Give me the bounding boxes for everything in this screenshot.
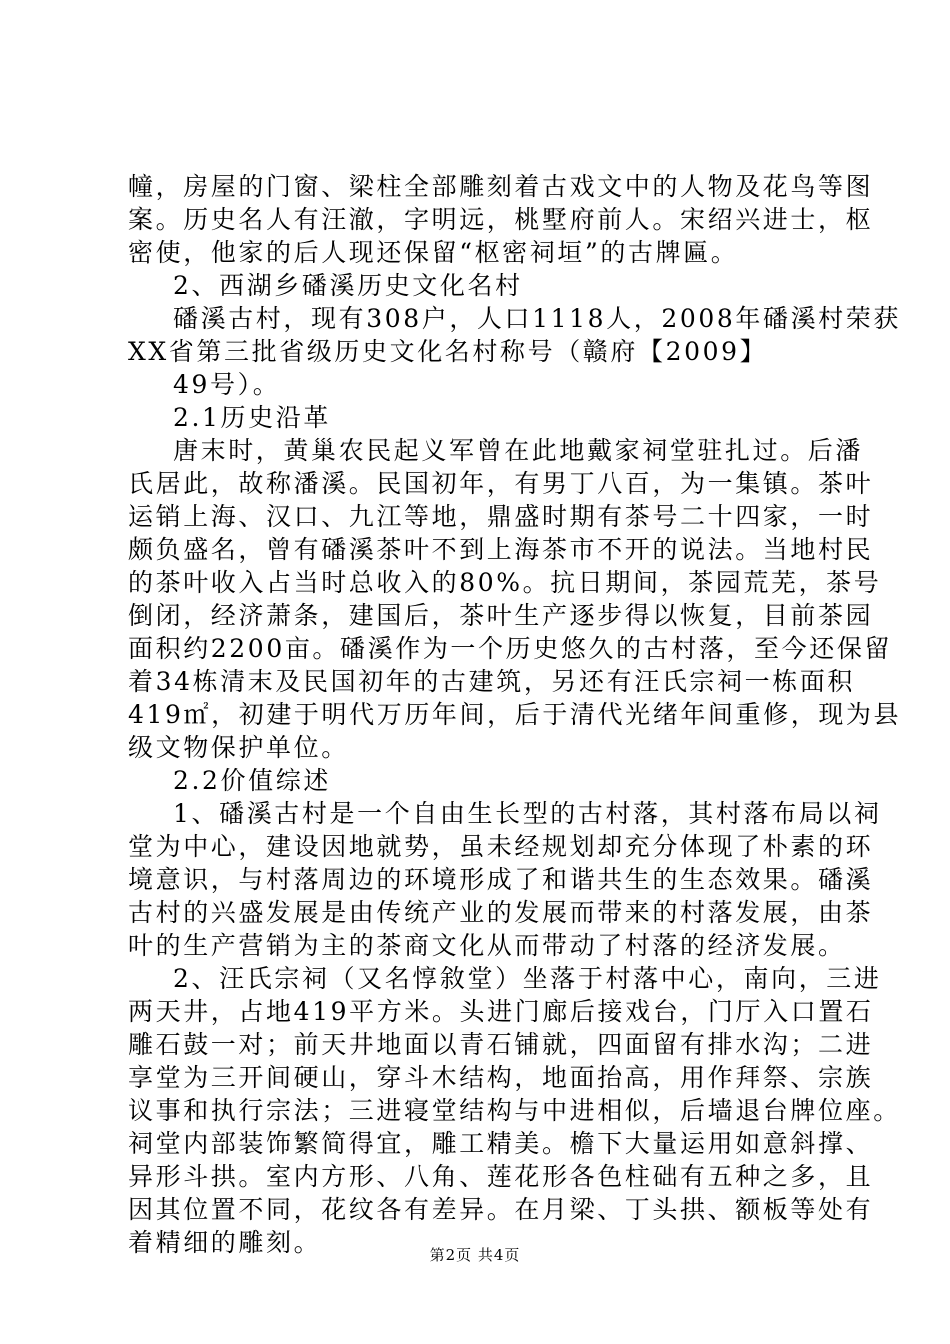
text-line: 幢，房屋的门窗、梁柱全部雕刻着古戏文中的人物及花鸟等图 bbox=[128, 172, 874, 201]
text-line: 堂为中心，建设因地就势，虽未经规划却充分体现了朴素的环 bbox=[128, 832, 874, 861]
text-line: 颇负盛名，曾有磻溪茶叶不到上海茶市不开的说法。当地村民 bbox=[128, 535, 874, 564]
text-line: 议事和执行宗法；三进寝堂结构与中进相似，后墙退台牌位座。 bbox=[128, 1096, 901, 1125]
document-body bbox=[128, 170, 902, 1259]
text-line: 异形斗拱。室内方形、八角、莲花形各色柱础有五种之多，且 bbox=[128, 1162, 874, 1191]
text-line: 级文物保护单位。 bbox=[128, 733, 349, 762]
text-line: 因其位置不同，花纹各有差异。在月梁、丁头拱、额板等处有 bbox=[128, 1195, 874, 1224]
text-line: XX省第三批省级历史文化名村称号（赣府【2009】 bbox=[128, 337, 768, 366]
text-line: 祠堂内部装饰繁简得宜，雕工精美。檐下大量运用如意斜撑、 bbox=[128, 1129, 874, 1158]
text-line: 2、汪氏宗祠（又名惇敘堂）坐落于村落中心，南向，三进 bbox=[173, 964, 882, 993]
text-line: 倒闭，经济萧条，建国后，茶叶生产逐步得以恢复，目前茶园 bbox=[128, 601, 874, 630]
text-line: 案。历史名人有汪澈，字明远，桃墅府前人。宋绍兴进士，枢 bbox=[128, 205, 874, 234]
text-line: 叶的生产营销为主的茶商文化从而带动了村落的经济发展。 bbox=[128, 931, 846, 960]
text-line: 49号）。 bbox=[173, 370, 281, 399]
section-heading: 2、西湖乡磻溪历史文化名村 bbox=[173, 271, 523, 300]
text-line: 两天井，占地419平方米。头进门廊后接戏台，门厅入口置石 bbox=[128, 997, 874, 1026]
section-heading: 2.1历史沿革 bbox=[173, 403, 331, 432]
text-line: 运销上海、汉口、九江等地，鼎盛时期有茶号二十四家，一时 bbox=[128, 502, 874, 531]
text-line: 密使，他家的后人现还保留“枢密祠垣”的古牌匾。 bbox=[128, 238, 739, 267]
text-line: 磻溪古村，现有308户，人口1118人，2008年磻溪村荣获 bbox=[173, 304, 901, 333]
section-heading: 2.2价值综述 bbox=[173, 766, 331, 795]
page-footer: 第2页 共4页 bbox=[429, 1246, 521, 1264]
text-line: 古村的兴盛发展是由传统产业的发展而带来的村落发展，由茶 bbox=[128, 898, 874, 927]
text-line: 享堂为三开间硬山，穿斗木结构，地面抬高，用作拜祭、宗族 bbox=[128, 1063, 874, 1092]
text-line: 面积约2200亩。磻溪作为一个历史悠久的古村落，至今还保留 bbox=[128, 634, 893, 663]
text-line: 419㎡，初建于明代万历年间，后于清代光绪年间重修，现为县 bbox=[128, 700, 902, 729]
text-line: 的茶叶收入占当时总收入的80%。抗日期间，茶园荒芜，茶号 bbox=[128, 568, 882, 597]
text-line: 唐末时，黄巢农民起义军曾在此地戴家祠堂驻扎过。后潘 bbox=[173, 436, 864, 465]
text-line: 境意识，与村落周边的环境形成了和谐共生的生态效果。磻溪 bbox=[128, 865, 874, 894]
text-line: 雕石鼓一对；前天井地面以青石铺就，四面留有排水沟；二进 bbox=[128, 1030, 874, 1059]
text-line: 着34栋清末及民国初年的古建筑，另还有汪氏宗祠一栋面积 bbox=[128, 667, 856, 696]
text-line: 着精细的雕刻。 bbox=[128, 1228, 322, 1257]
text-line: 1、磻溪古村是一个自由生长型的古村落，其村落布局以祠 bbox=[173, 799, 882, 828]
text-line: 氏居此，故称潘溪。民国初年，有男丁八百，为一集镇。茶叶 bbox=[128, 469, 874, 498]
